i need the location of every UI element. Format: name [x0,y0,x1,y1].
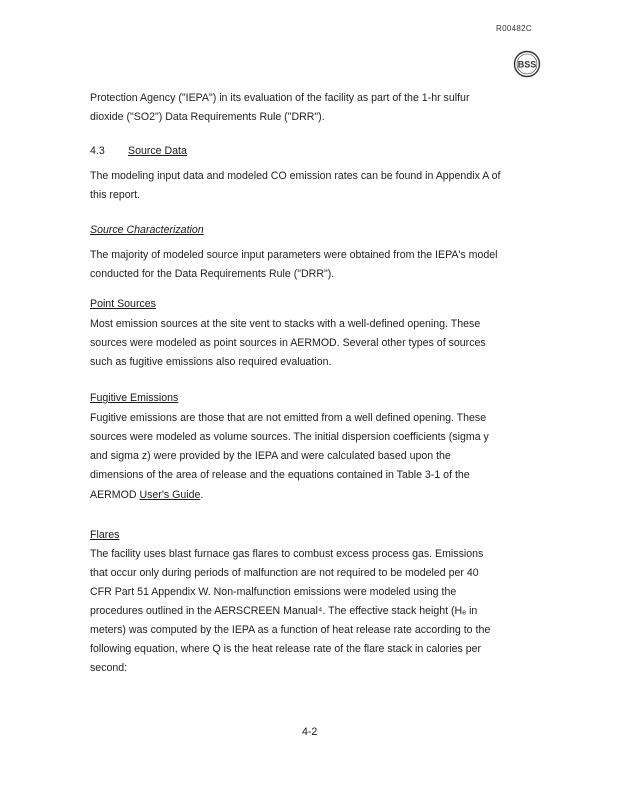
body-text-line: and sigma z) were provided by the IEPA and were calculated based upon the [90,450,451,462]
body-text-line: procedures outlined in the AERSCREEN Manual⁴. The effective stack height (Hₑ in [90,605,478,617]
page-number: 4-2 [302,726,318,738]
body-text-line [90,489,203,501]
body-text-line: The facility uses blast furnace gas flares to combust excess process gas. Emissions [90,548,484,560]
body-text-line: sources were modeled as volume sources. The initial dispersion coefficients (sigma y [90,431,489,443]
body-text-line: The majority of modeled source input parameters were obtained from the IEPA's model [90,249,498,261]
body-text-line: that occur only during periods of malfunction are not required to be modeled per 40 [90,567,479,579]
body-text-line: CFR Part 51 Appendix W. Non-malfunction emissions were modeled using the [90,586,457,598]
body-text-line: Fugitive emissions are those that are not emitted from a well defined opening. These [90,412,487,424]
body-text-line: Protection Agency ("IEPA") in its evaluation of the facility as part of the 1-hr sulfur [90,92,470,104]
body-text-fragment: AERMOD [90,489,140,501]
body-text-line: The modeling input data and modeled CO emission rates can be found in Appendix A of [90,170,501,182]
users-guide-reference: User's Guide [139,489,201,501]
body-text-line: such as fugitive emissions also required evaluation. [90,356,332,368]
subsection-heading-flares: Flares [90,529,120,541]
body-text-line: dimensions of the area of release and the equations contained in Table 3-1 of the [90,469,470,481]
company-logo-icon [513,50,541,78]
body-text-line: second: [90,662,128,674]
body-text-line: sources were modeled as point sources in AERMOD. Several other types of sources [90,337,486,349]
section-title: Source Data [128,145,187,157]
body-text-line: dioxide ("SO2") Data Requirements Rule ("DRR"). [90,111,325,123]
body-text-line: following equation, where Q is the heat release rate of the flare stack in calories per [90,643,482,655]
body-text-line: meters) was computed by the IEPA as a function of heat release rate according to the [90,624,491,636]
body-text-line: Most emission sources at the site vent to stacks with a well-defined opening. These [90,318,481,330]
subsection-heading-fugitive-emissions: Fugitive Emissions [90,392,179,404]
body-text-line: this report. [90,189,141,201]
section-number: 4.3 [90,145,105,157]
subsection-heading-source-characterization: Source Characterization [90,224,204,236]
document-id: R00482C [496,24,532,33]
body-text-line: conducted for the Data Requirements Rule ("DRR"). [90,268,335,280]
body-text-fragment: . [200,489,204,501]
svg-text:BSS: BSS [517,59,537,70]
subsection-heading-point-sources: Point Sources [90,298,156,310]
